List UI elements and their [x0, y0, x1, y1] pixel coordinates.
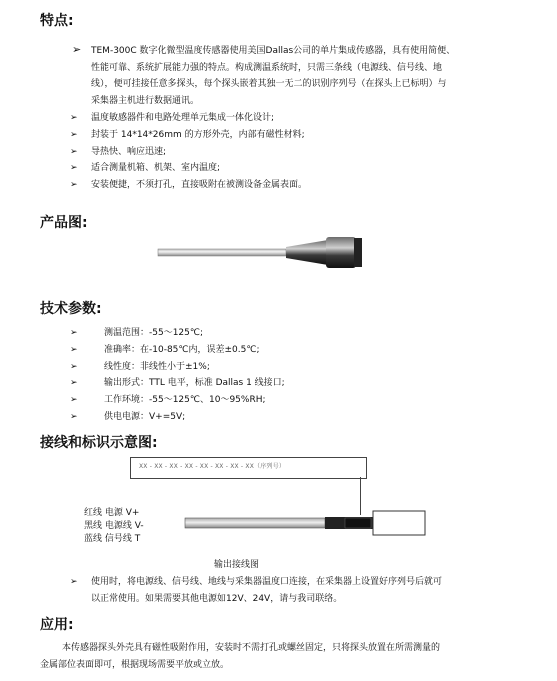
bullet-marker: ➢: [70, 130, 78, 140]
features-item: 适合测量机箱、机架、室内温度;: [91, 163, 221, 173]
spec-item: 准确率：在-10-85℃内，误差±0.5℃;: [104, 345, 260, 355]
bullet-marker: ➢: [70, 412, 78, 422]
bullet-marker: ➢: [70, 577, 78, 587]
bullet-marker: ➢: [70, 328, 78, 338]
spec-item: 测温范围：-55～125℃;: [104, 328, 204, 338]
features-paragraph-line: 采集器主机进行数据通讯。: [91, 96, 200, 106]
bullet-marker: ➢: [70, 163, 78, 173]
bullet-marker: ➢: [70, 345, 78, 355]
diagram-caption: 输出接线图: [214, 560, 260, 570]
bullet-marker: ➢: [70, 113, 78, 123]
features-paragraph-line: TEM-300C 数字化微型温度传感器使用美国Dallas公司的单片集成传感器，具有使用简便、: [91, 46, 456, 56]
wire-label-blue: 蓝线 信号线 T: [84, 534, 141, 544]
spec-item: 输出形式：TTL 电平，标准 Dallas 1 线接口;: [104, 378, 285, 388]
spec-item: 工作环境：-55～125℃、10～95%RH;: [104, 395, 266, 405]
bullet-marker: ➢: [72, 43, 82, 56]
features-item: 温度敏感器件和电路处理单元集成一体化设计;: [91, 113, 275, 123]
spec-item: 供电电源：V+=5V;: [104, 412, 186, 422]
features-item: 安装便捷，不须打孔，直接吸附在被测设备金属表面。: [91, 180, 308, 190]
wiring-note-line: 以正常使用。如果需要其他电源如12V、24V，请与我司联络。: [91, 594, 343, 604]
bullet-marker: ➢: [70, 147, 78, 157]
features-heading: 特点:: [40, 13, 74, 29]
specs-heading: 技术参数:: [40, 301, 102, 317]
bullet-marker: ➢: [70, 395, 78, 405]
spec-item: 线性度：非线性小于±1%;: [104, 362, 210, 372]
application-heading: 应用:: [40, 617, 74, 633]
wiring-heading: 接线和标识示意图:: [40, 435, 158, 451]
bullet-marker: ➢: [70, 180, 78, 190]
wire-label-red: 红线 电源 V+: [84, 508, 140, 518]
features-item: 封装于 14*14*26mm 的方形外壳，内部有磁性材料;: [91, 130, 305, 140]
features-paragraph-line: 线），便可挂接任意多探头，每个探头嵌着其独一无二的识别序列号（在探头上已标明）与: [91, 79, 447, 89]
features-paragraph-line: 性能可靠、系统扩展能力强的特点。构成测温系统时，只需三条线（电源线、信号线、地: [91, 63, 443, 73]
bullet-marker: ➢: [70, 362, 78, 372]
product-heading: 产品图:: [40, 215, 88, 231]
application-text-line: 本传感器探头外壳具有磁性吸附作用，安装时不需打孔或螺丝固定，只将探头放置在所需测量的: [62, 643, 441, 653]
features-item: 导热快、响应迅速;: [91, 147, 167, 157]
bullet-marker: ➢: [70, 378, 78, 388]
application-text-line: 金属部位表面即可，根据现场需要平放或立放。: [40, 660, 230, 670]
serial-number-text: XX - XX - XX - XX - XX - XX - XX - XX（序列号）: [139, 463, 286, 470]
serial-label-box: [130, 457, 367, 479]
wiring-diagram: [175, 508, 435, 544]
wire-label-black: 黑线 电源线 V-: [84, 521, 144, 531]
wiring-note-line: 使用时，将电源线、信号线、地线与采集器温度口连接，在采集器上设置好序列号后就可: [91, 577, 443, 587]
product-image: [150, 232, 550, 272]
